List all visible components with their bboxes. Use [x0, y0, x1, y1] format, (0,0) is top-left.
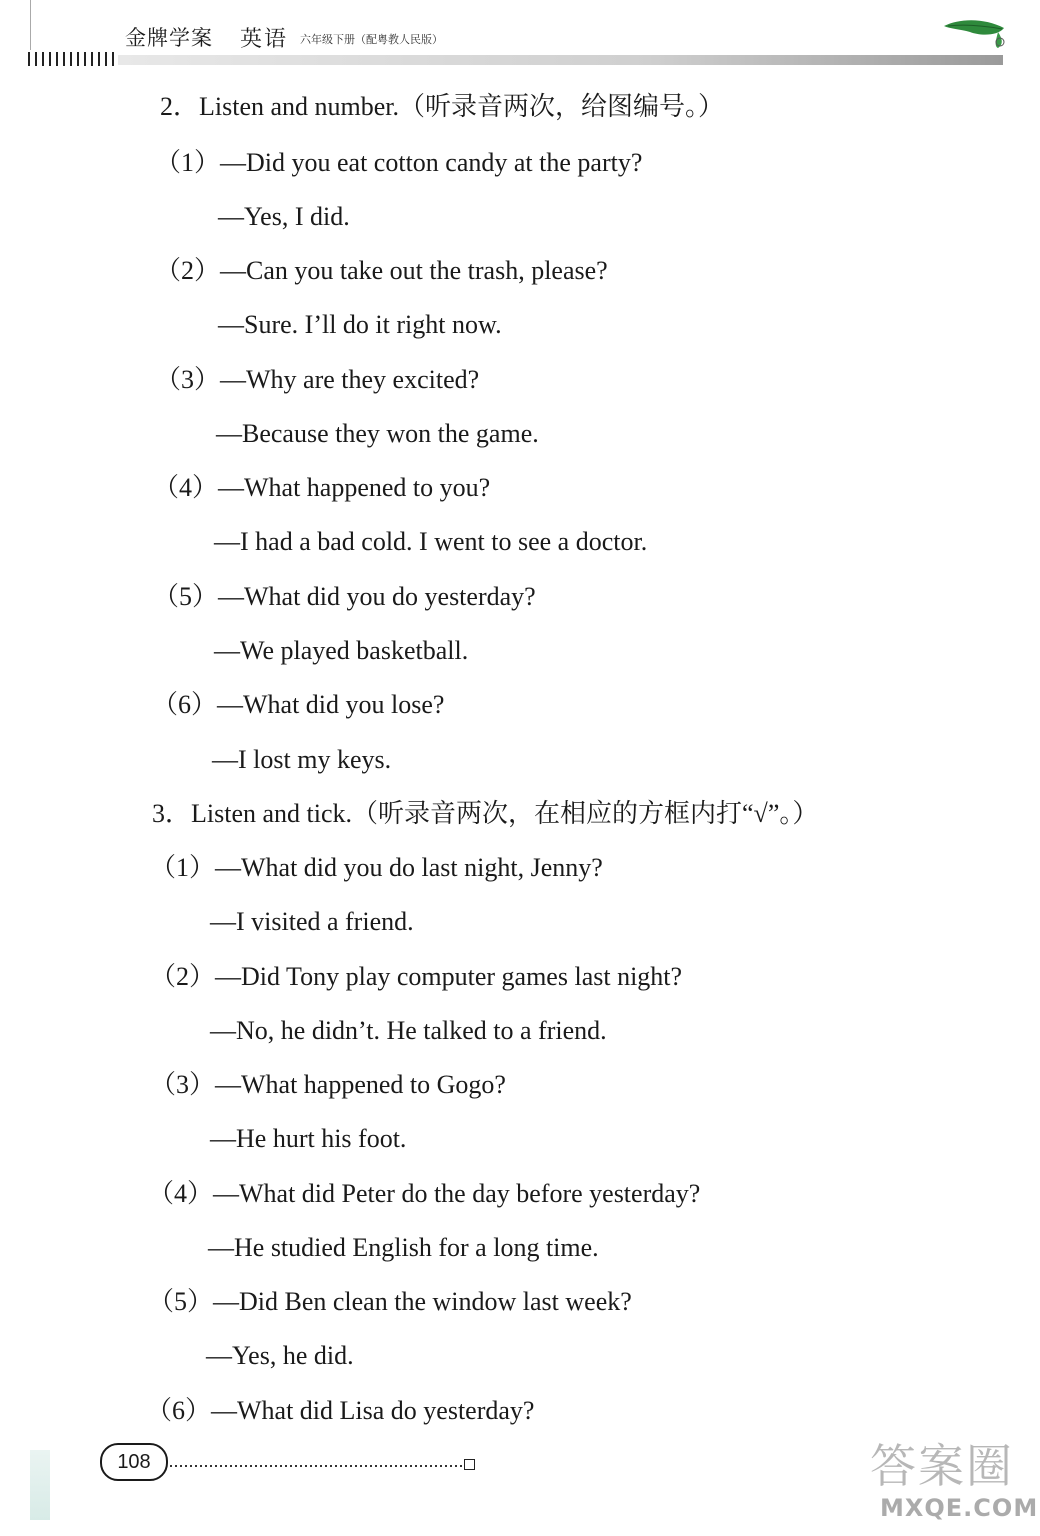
- header-subject: 英语: [240, 26, 289, 51]
- section2-q6: （6）—What did you lose?: [152, 690, 445, 719]
- section2-a6: —I lost my keys.: [212, 745, 392, 774]
- footer-accent-bar: [30, 1450, 50, 1520]
- section3-a2: —No, he didn’t. He talked to a friend.: [210, 1016, 607, 1045]
- section2-a1: —Yes, I did.: [218, 202, 350, 231]
- watermark: [862, 1428, 1039, 1528]
- header-brand: 金牌学案: [125, 26, 213, 50]
- section3-q4: （4）—What did Peter do the day before yesterday?: [148, 1179, 701, 1208]
- header-rule: [118, 55, 1003, 65]
- section2-q3: （3）—Why are they excited?: [155, 365, 480, 394]
- section3-q2: （2）—Did Tony play computer games last night?: [150, 962, 683, 991]
- section3-q1: （1）—What did you do last night, Jenny?: [150, 853, 603, 882]
- watermark-en: MXQE.COM: [880, 1494, 1039, 1522]
- section2-a5: —We played basketball.: [214, 636, 469, 665]
- leaf-icon: [940, 14, 1010, 54]
- footer-square-marker: [464, 1459, 475, 1470]
- section3-q3: （3）—What happened to Gogo?: [150, 1070, 506, 1099]
- section3-q5: （5）—Did Ben clean the window last week?: [148, 1287, 632, 1316]
- section2-q2: （2）—Can you take out the trash, please?: [155, 256, 608, 285]
- section2-heading: 2．Listen and number.（听录音两次，给图编号。）: [160, 92, 725, 121]
- header-edition: 六年级下册（配粤教人民版）: [300, 34, 443, 46]
- header-tick-marks: [28, 52, 118, 66]
- page-number: 108: [100, 1443, 168, 1481]
- page-header: [0, 0, 1040, 75]
- section2-a4: —I had a bad cold. I went to see a doctor.: [214, 527, 648, 556]
- footer-dotted-rule: [170, 1465, 462, 1467]
- section2-q5: （5）—What did you do yesterday?: [153, 582, 536, 611]
- section3-a3: —He hurt his foot.: [210, 1124, 407, 1153]
- header-divider: [30, 0, 31, 50]
- section3-q6: （6）—What did Lisa do yesterday?: [146, 1396, 535, 1425]
- section3-heading: 3．Listen and tick.（听录音两次，在相应的方框内打“√”。）: [152, 799, 819, 828]
- section2-a3: —Because they won the game.: [216, 419, 539, 448]
- section2-a2: —Sure. I’ll do it right now.: [218, 310, 502, 339]
- watermark-cn: 答案圈: [870, 1439, 1014, 1493]
- section3-a5: —Yes, he did.: [206, 1341, 354, 1370]
- section2-q1: （1）—Did you eat cotton candy at the party?: [155, 148, 643, 177]
- section2-q4: （4）—What happened to you?: [153, 473, 491, 502]
- section3-a4: —He studied English for a long time.: [208, 1233, 599, 1262]
- section3-a1: —I visited a friend.: [210, 907, 414, 936]
